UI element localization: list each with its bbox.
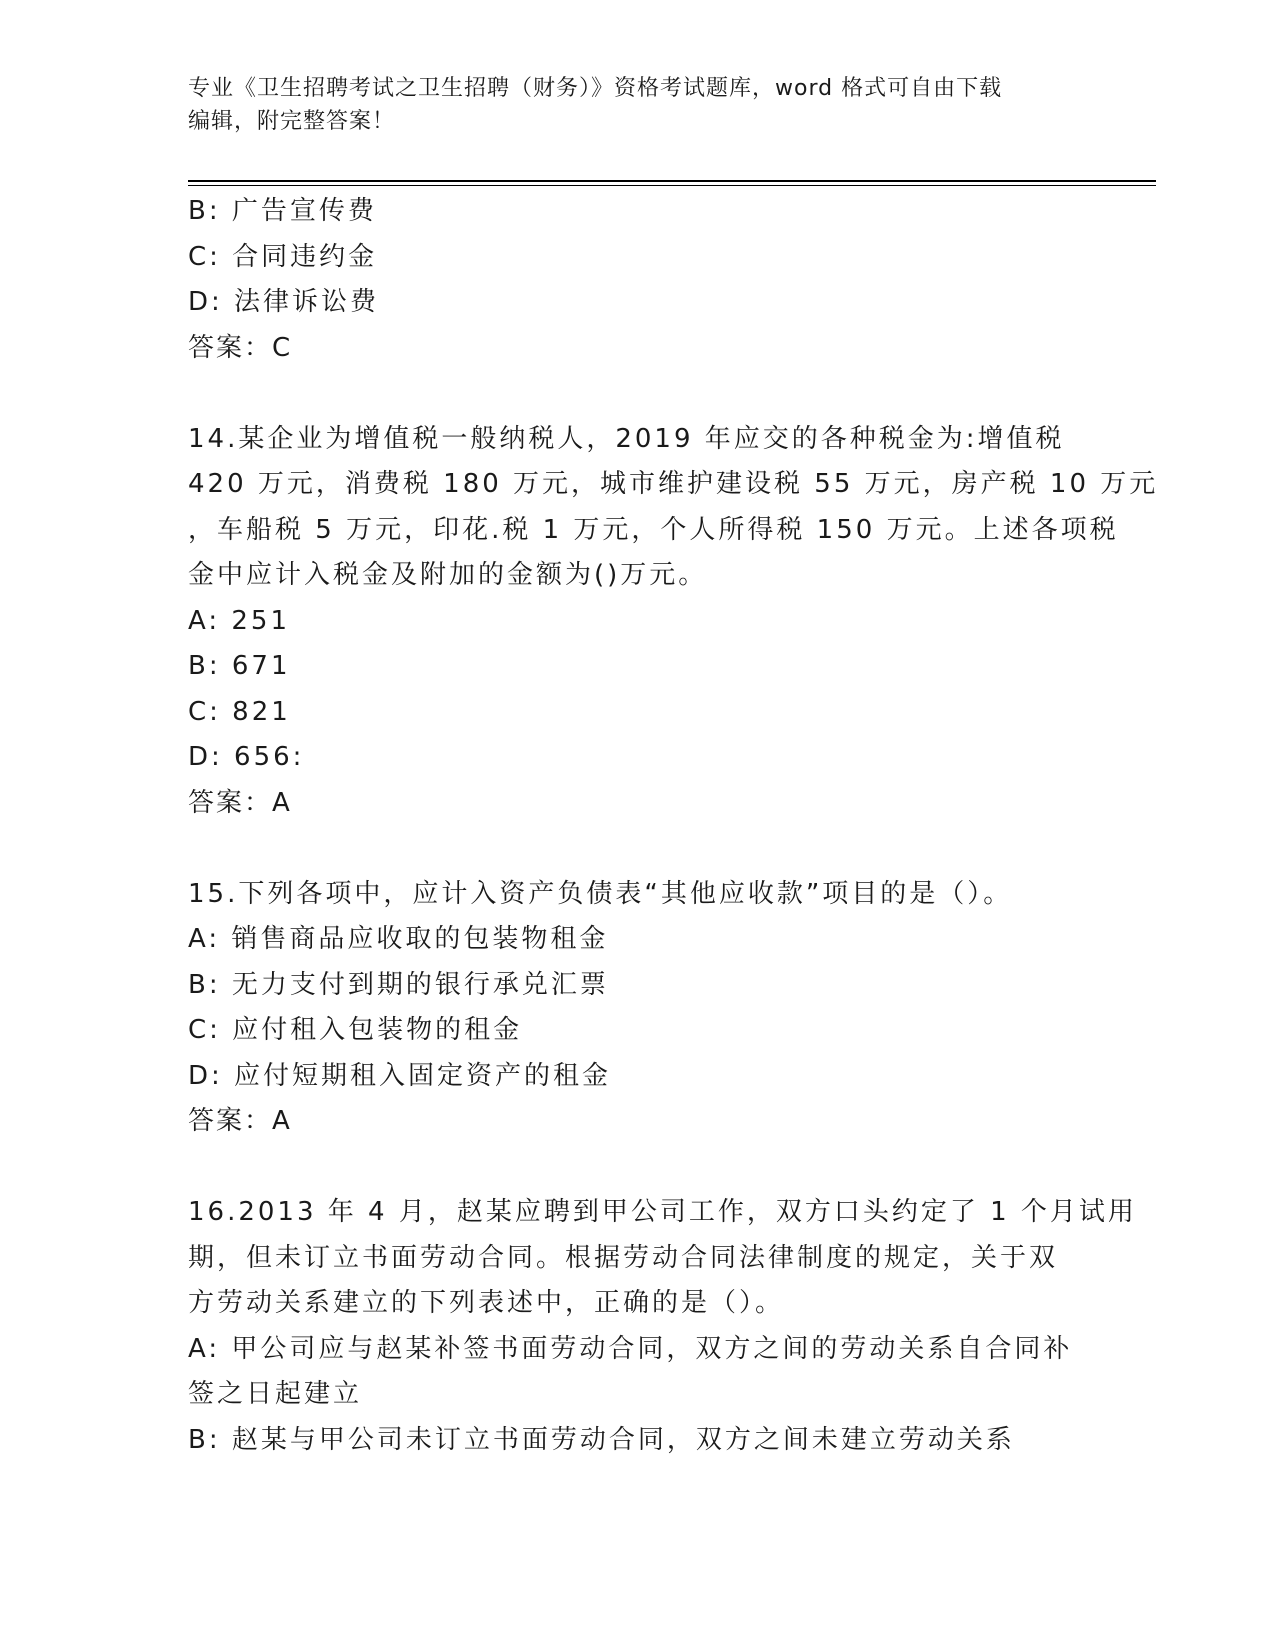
header-line-2: 编辑，附完整答案！ — [188, 109, 396, 134]
q15-text-line-1: 15.下列各项中，应计入资产负债表“其他应收款”项目的是（）。 — [188, 878, 1013, 909]
q14-text-line-3: ，车船税 5 万元，印花.税 1 万元，个人所得税 150 万元。上述各项税 — [188, 514, 1119, 545]
q16-option-a-line-2: 签之日起建立 — [188, 1379, 363, 1409]
header-divider-thin — [188, 185, 1156, 186]
q15-option-d: D: 应付短期租入固定资产的租金 — [188, 1060, 612, 1091]
spacer — [188, 826, 1088, 872]
q16-option-b: B: 赵某与甲公司未订立书面劳动合同，双方之间未建立劳动关系 — [188, 1424, 1015, 1455]
header-line-1: 专业《卫生招聘考试之卫生招聘（财务）》资格考试题库，word 格式可自由下载 — [188, 76, 1003, 101]
q16-text-line-1: 16.2013 年 4 月，赵某应聘到甲公司工作，双方口头约定了 1 个月试用 — [188, 1197, 1137, 1227]
question-16 — [188, 1190, 1137, 1463]
q13-answer: 答案：C — [188, 332, 293, 363]
q14-option-b: B: 671 — [188, 651, 291, 681]
q14-text-line-2: 420 万元，消费税 180 万元，城市维护建设税 55 万元，房产税 10 万元 — [188, 469, 1159, 499]
question-15 — [188, 872, 1088, 1145]
q13-option-b: B: 广告宣传费 — [188, 196, 377, 226]
q14-option-c: C: 821 — [188, 696, 291, 727]
document-body — [188, 189, 1159, 1463]
q16-option-a-line-1: A: 甲公司应与赵某补签书面劳动合同，双方之间的劳动关系自合同补 — [188, 1333, 1073, 1364]
question-14 — [188, 417, 1159, 827]
q16-text-line-2: 期，但未订立书面劳动合同。根据劳动合同法律制度的规定，关于双 — [188, 1242, 1059, 1273]
spacer — [188, 371, 1088, 417]
spacer — [188, 1145, 1088, 1191]
question-13 — [188, 189, 1088, 371]
q15-answer: 答案：A — [188, 1106, 292, 1136]
q14-option-d: D: 656: — [188, 742, 305, 772]
document-header — [188, 72, 1088, 138]
q14-text-line-1: 14.某企业为增值税一般纳税人，2019 年应交的各种税金为:增值税 — [188, 423, 1065, 454]
q14-answer: 答案：A — [188, 787, 292, 818]
q16-text-line-3: 方劳动关系建立的下列表述中，正确的是（）。 — [188, 1288, 785, 1318]
q14-text-line-4: 金中应计入税金及附加的金额为()万元。 — [188, 560, 708, 590]
q13-option-d: D: 法律诉讼费 — [188, 287, 380, 317]
q13-option-c: C: 合同违约金 — [188, 241, 378, 272]
q14-option-a: A: 251 — [188, 605, 290, 636]
header-divider-thick — [188, 180, 1156, 182]
q15-option-c: C: 应付租入包装物的租金 — [188, 1015, 523, 1045]
q15-option-a: A: 销售商品应收取的包装物租金 — [188, 924, 609, 954]
q15-option-b: B: 无力支付到期的银行承兑汇票 — [188, 969, 609, 1000]
